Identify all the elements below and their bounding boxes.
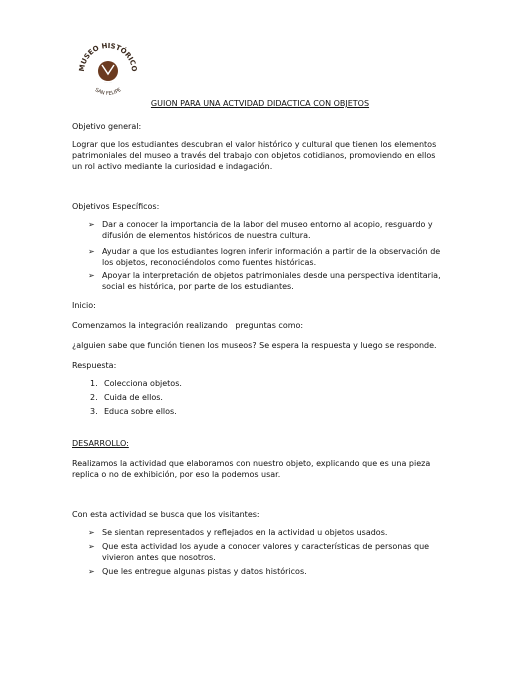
museum-logo [74, 38, 142, 98]
arrow-bullet-icon: ➢ [88, 567, 95, 576]
pregunta-text: ¿alguien sabe que función tienen los museos? Se espera la respuesta y luego se responde. [72, 341, 437, 350]
objetivos-especificos-label: Objetivos Específicos: [72, 202, 160, 211]
respuesta-item: 3. Educa sobre ellos. [90, 407, 177, 416]
busca-item: ➢ Que esta actividad los ayude a conocer valores y características de personas que vivieron antes que nosotros. [88, 542, 430, 562]
logo-arc-text: MUSEO HISTÓRICO [77, 41, 139, 73]
respuesta-item: 2. Cuida de ellos. [90, 393, 163, 402]
objetivo-general-label: Objetivo general: [72, 122, 142, 131]
arrow-bullet-icon: ➢ [88, 528, 95, 537]
desarrollo-heading: DESARROLLO: [72, 439, 129, 448]
desarrollo-text: Realizamos la actividad que elaboramos con nuestro objeto, explicando que es una pieza replica o no de exhibición, por eso la podemos usar. [72, 459, 431, 479]
busca-text: Con esta actividad se busca que los visitantes: [72, 510, 260, 519]
inicio-text: Comenzamos la integración realizando preguntas como: [72, 321, 304, 330]
jar-icon [98, 61, 118, 81]
arrow-bullet-icon: ➢ [88, 220, 95, 229]
objetivo-especifico-item: ➢ Apoyar la interpretación de objetos patrimoniales desde una perspectiva identitaria, social es histórica, por parte de los estudiantes. [88, 271, 441, 291]
arrow-bullet-icon: ➢ [88, 271, 95, 280]
objetivo-general-text: Lograr que los estudiantes descubran el valor histórico y cultural que tienen los elementos patrimoniales del museo a través del trabajo con objetos cotidianos, promoviendo en ellos un rol activo mediante la curiosidad e indagación. [72, 140, 437, 171]
objetivo-especifico-item: ➢ Ayudar a que los estudiantes logren inferir información a partir de la observación de los objetos, reconociéndolos como fuentes históricas. [88, 247, 441, 267]
respuesta-item: 1. Colecciona objetos. [90, 379, 182, 388]
arrow-bullet-icon: ➢ [88, 542, 95, 551]
inicio-label: Inicio: [72, 301, 96, 310]
svg-text:SAN FELIPE [94, 87, 123, 97]
arrow-bullet-icon: ➢ [88, 247, 95, 256]
busca-item: ➢ Que les entregue algunas pistas y datos históricos. [88, 567, 307, 576]
respuesta-label: Respuesta: [72, 361, 117, 370]
busca-item: ➢ Se sientan representados y reflejados en la actividad u objetos usados. [88, 528, 388, 537]
logo-bottom-text: SAN FELIPE [93, 87, 123, 97]
document-title: GUION PARA UNA ACTVIDAD DIDACTICA CON OBJETOS [150, 99, 370, 108]
svg-text:· · · · · · ·: · · · · · · · [103, 82, 113, 84]
objetivo-especifico-item: ➢ Dar a conocer la importancia de la labor del museo entorno al acopio, resguardo y difusión de elementos históricos de nuestra cultura. [88, 220, 433, 240]
